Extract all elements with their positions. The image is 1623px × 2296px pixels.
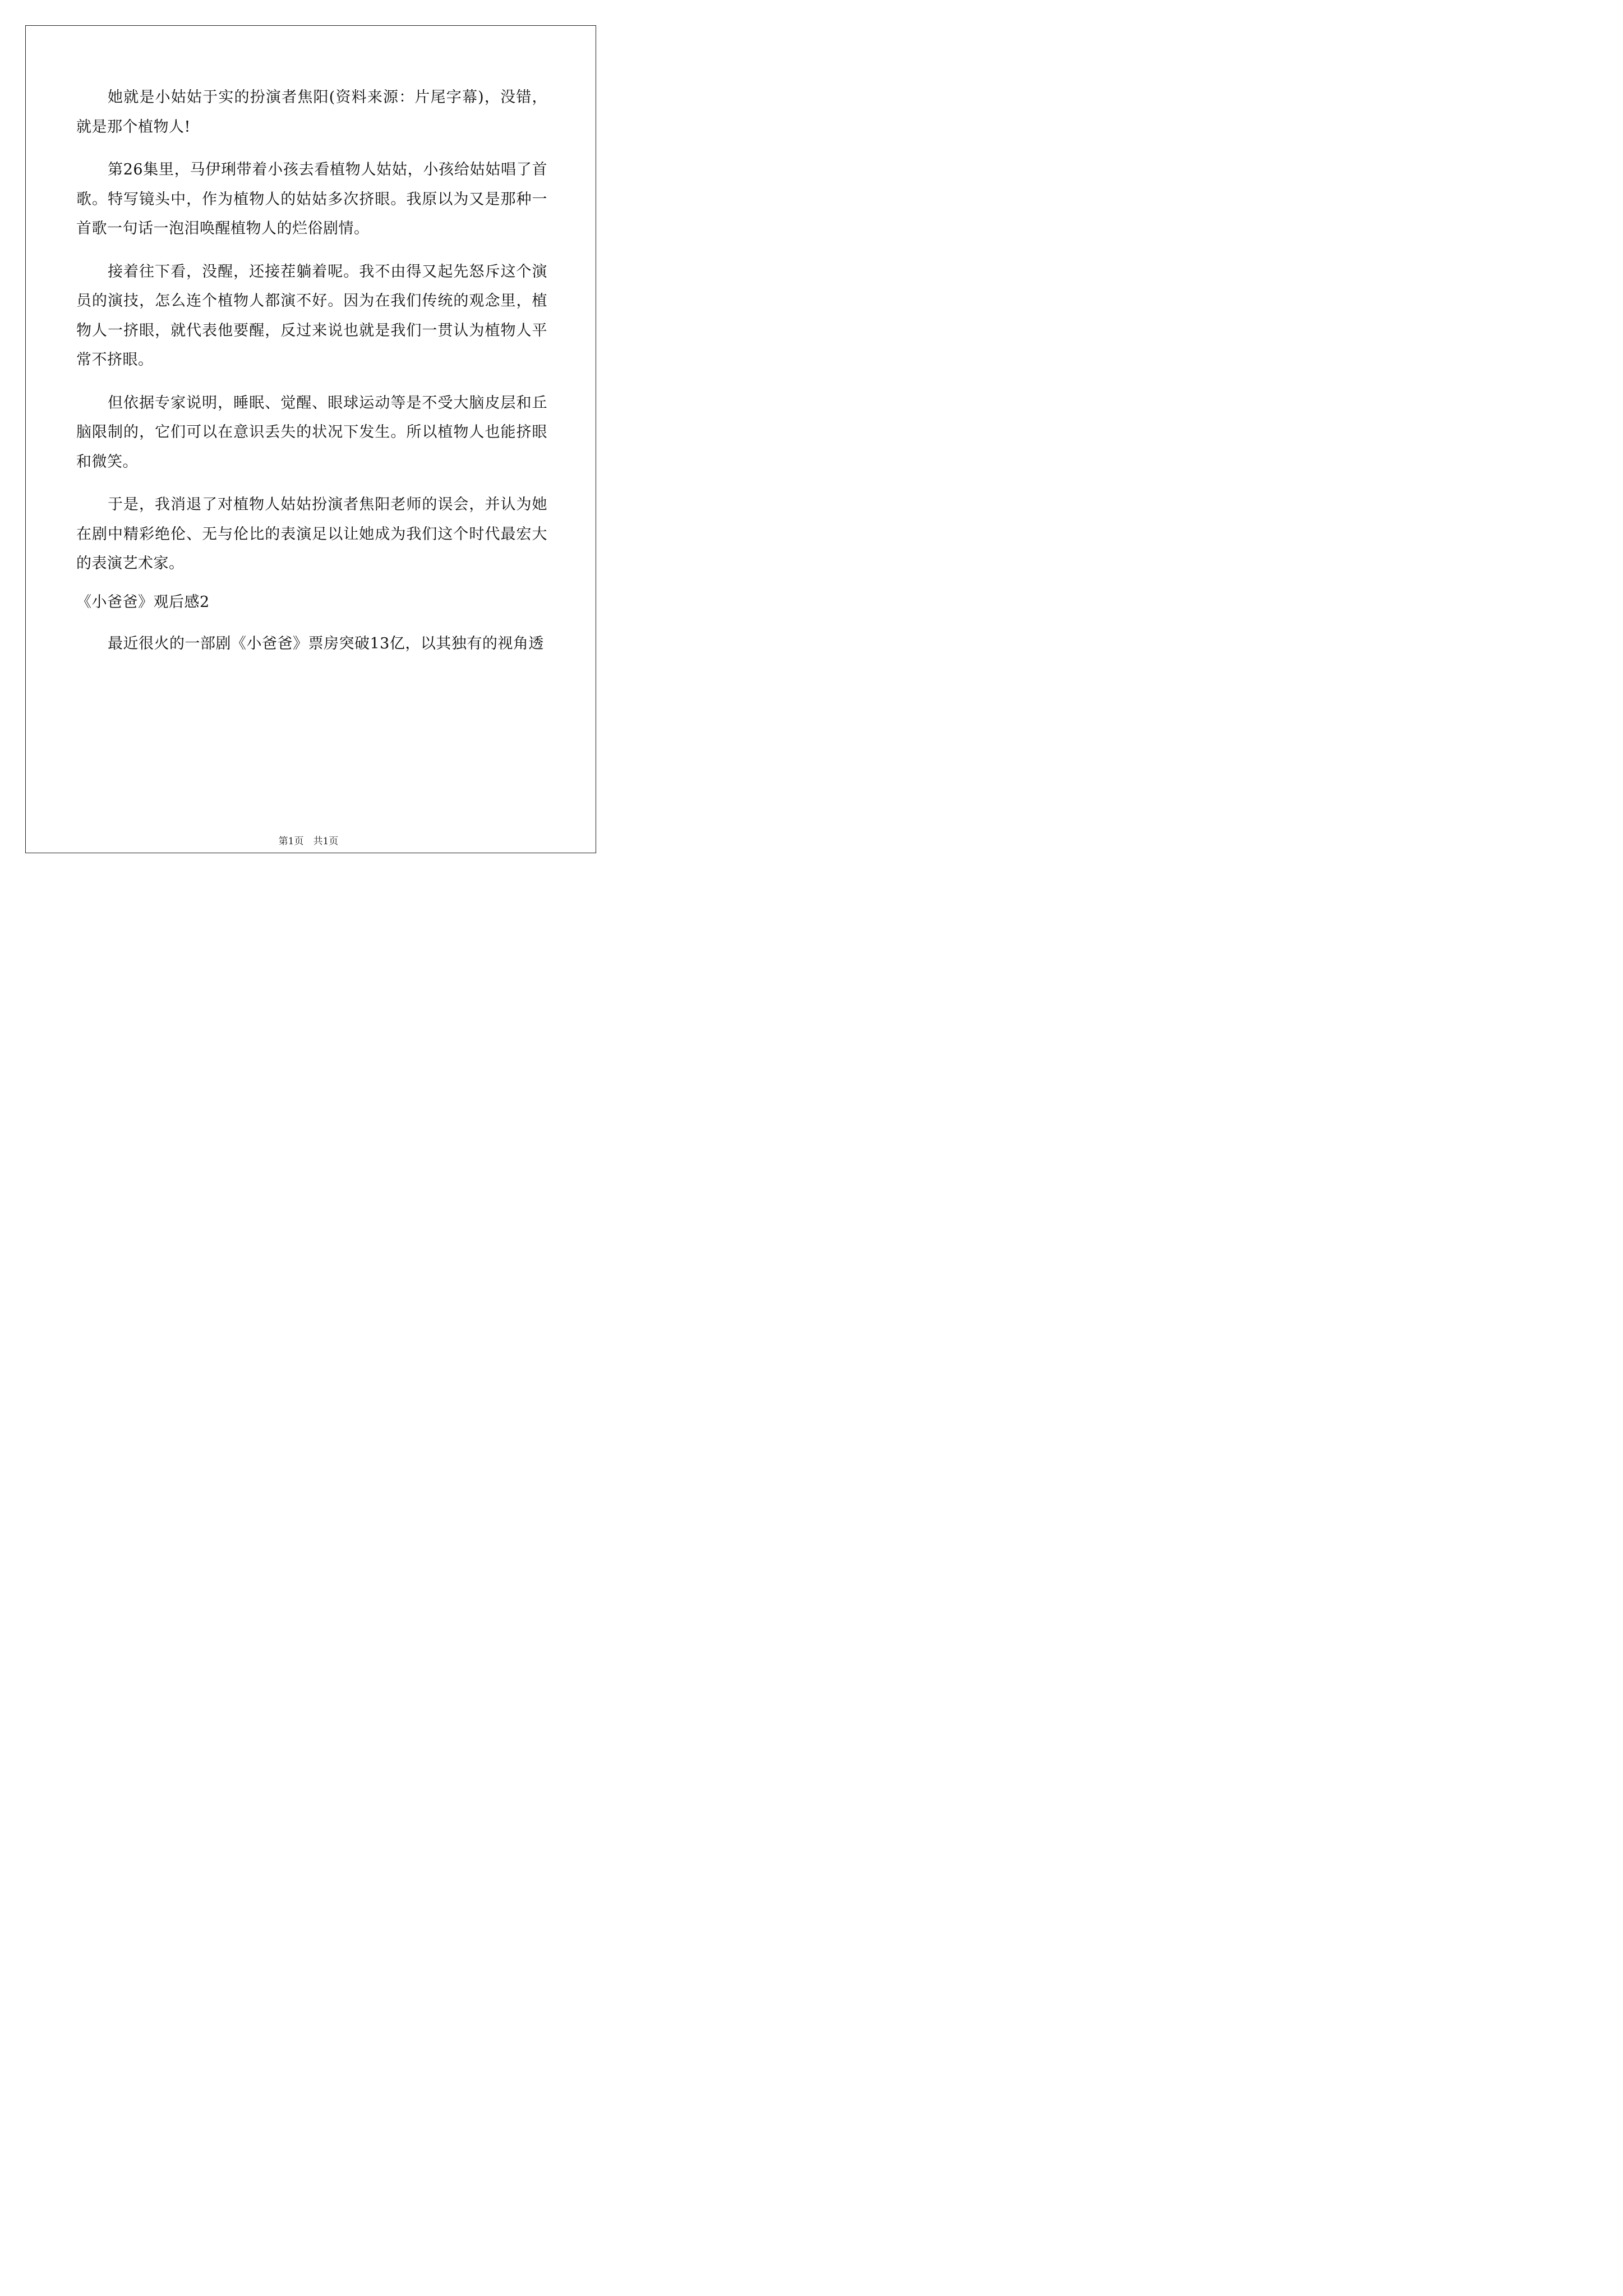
paragraph-2: 第26集里，马伊琍带着小孩去看植物人姑姑，小孩给姑姑唱了首歌。特写镜头中，作为植物人的姑姑多次挤眼。我原以为又是那种一首歌一句话一泡泪唤醒植物人的烂俗剧情。: [76, 161, 547, 237]
section-paragraph: 最近很火的一部剧《小爸爸》票房突破13亿，以其独有的视角透: [108, 635, 544, 652]
section-heading: 《小爸爸》观后感2: [76, 593, 210, 611]
paragraph-5: 于是，我消退了对植物人姑姑扮演者焦阳老师的误会，并认为她在剧中精彩绝伦、无与伦比的表演足以让她成为我们这个时代最宏大的表演艺术家。: [76, 496, 547, 572]
paragraph-4: 但依据专家说明，睡眠、觉醒、眼球运动等是不受大脑皮层和丘脑限制的，它们可以在意识丢失的状况下发生。所以植物人也能挤眼和微笑。: [76, 394, 547, 471]
document-body: [76, 83, 547, 659]
page-footer: 第1页 共1页: [278, 836, 339, 847]
paragraph-3: 接着往下看，没醒，还接茬躺着呢。我不由得又起先怒斥这个演员的演技，怎么连个植物人都演不好。因为在我们传统的观念里，植物人一挤眼，就代表他要醒，反过来说也就是我们一贯认为植物人平常不挤眼。: [76, 263, 547, 369]
paragraph-1: 她就是小姑姑于实的扮演者焦阳(资料来源：片尾字幕)，没错，就是那个植物人!: [76, 89, 547, 136]
